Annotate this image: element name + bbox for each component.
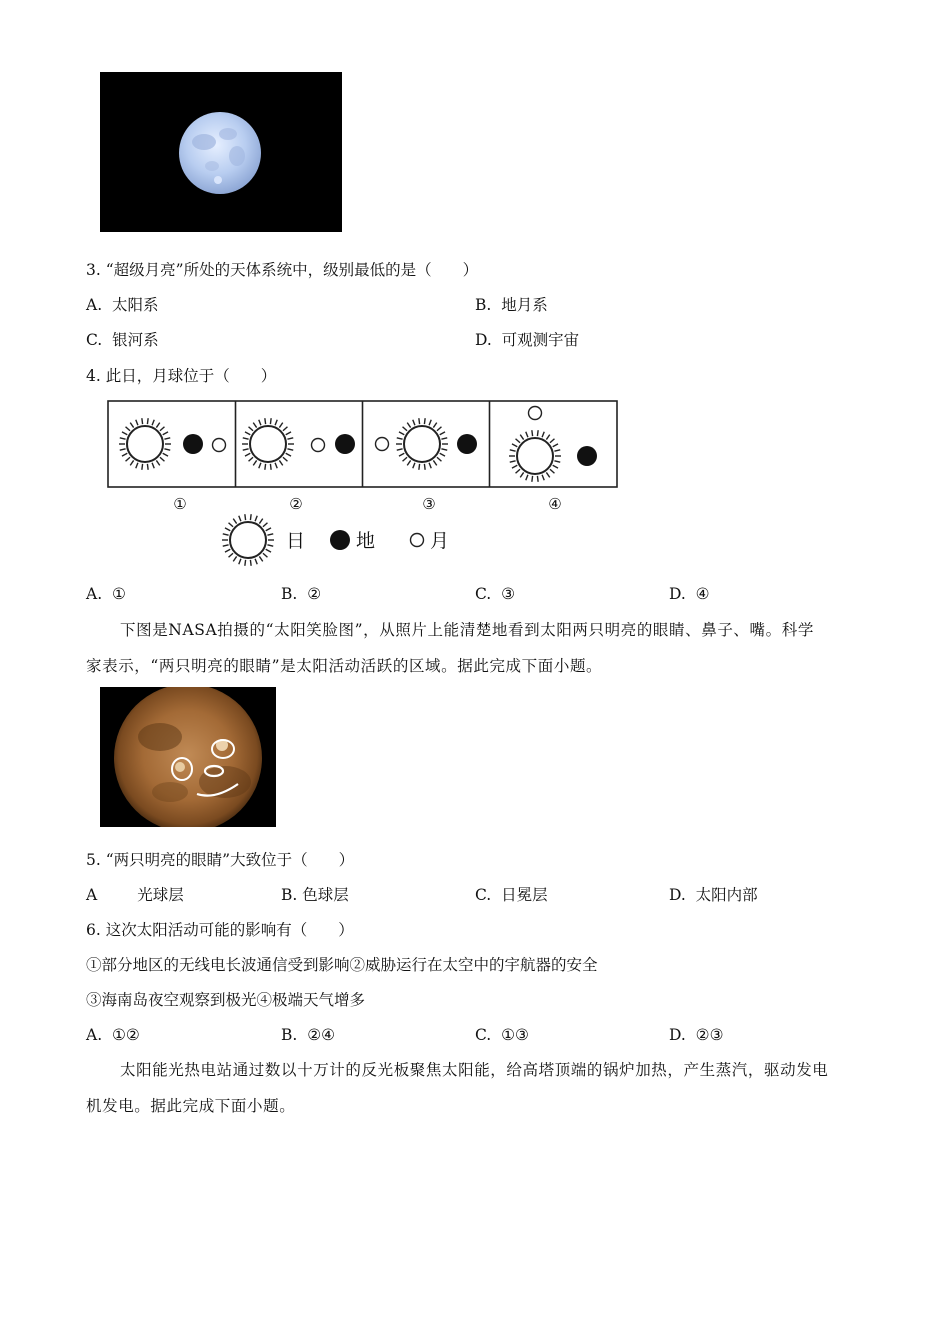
sun-icon [119, 418, 171, 470]
moon-photo [100, 72, 342, 232]
q3-stem: 3. “超级月亮”所处的天体系统中，级别最低的是（ ） [86, 261, 479, 279]
earth-icon [183, 434, 203, 454]
moon-icon [376, 438, 389, 451]
panel-number-2: ② [289, 495, 303, 513]
q4-option-b[interactable]: B. ② [281, 585, 322, 603]
q6-option-b[interactable]: B. ②④ [281, 1026, 335, 1044]
q5-stem: 5. “两只明亮的眼睛”大致位于（ ） [86, 851, 355, 869]
legend-moon-icon [411, 534, 424, 547]
passage2-line1: 太阳能光热电站通过数以十万计的反光板聚焦太阳能，给高塔顶端的锅炉加热，产生蒸汽，驱动发电 [120, 1061, 829, 1079]
passage1-line1: 下图是NASA拍摄的“太阳笑脸图”，从照片上能清楚地看到太阳两只明亮的眼睛、鼻子、嘴。科学 [120, 621, 814, 639]
earth-icon [335, 434, 355, 454]
legend-sun-label: 日 [286, 530, 306, 552]
moon-icon [213, 439, 226, 452]
q3-option-a[interactable]: A. 太阳系 [86, 296, 159, 314]
q6-option-c[interactable]: C. ①③ [475, 1026, 529, 1044]
legend-sun-icon [222, 514, 274, 566]
passage2-line2: 机发电。据此完成下面小题。 [86, 1097, 296, 1115]
q6-statement-2: ③海南岛夜空观察到极光④极端天气增多 [86, 991, 366, 1009]
moon-icon [529, 407, 542, 420]
legend-earth-icon [330, 530, 350, 550]
q4-option-d[interactable]: D. ④ [669, 585, 710, 603]
q5-option-d[interactable]: D. 太阳内部 [669, 886, 758, 904]
q5-option-a[interactable]: A 光球层 [86, 886, 184, 904]
sun-earth-moon-diagram [100, 395, 630, 575]
q5-option-c[interactable]: C. 日冕层 [475, 886, 548, 904]
q3-option-b[interactable]: B. 地月系 [475, 296, 548, 314]
earth-icon [577, 446, 597, 466]
moon-icon [312, 439, 325, 452]
q6-stem: 6. 这次太阳活动可能的影响有（ ） [86, 921, 354, 939]
q4-option-c[interactable]: C. ③ [475, 585, 515, 603]
q6-option-d[interactable]: D. ②③ [669, 1026, 724, 1044]
q3-option-d[interactable]: D. 可观测宇宙 [475, 331, 580, 349]
sun-icon [509, 430, 561, 482]
earth-icon [457, 434, 477, 454]
q4-option-a[interactable]: A. ① [86, 585, 126, 603]
panel-number-1: ① [173, 495, 187, 513]
sun-smiley-photo [100, 687, 276, 827]
q5-option-b[interactable]: B. 色球层 [281, 886, 349, 904]
q6-statement-1: ①部分地区的无线电长波通信受到影响②威胁运行在太空中的宇航器的安全 [86, 956, 598, 974]
sun-icon [396, 418, 448, 470]
panel-number-3: ③ [422, 495, 436, 513]
legend-earth-label: 地 [356, 530, 376, 552]
legend-moon-label: 月 [430, 530, 450, 552]
q6-option-a[interactable]: A. ①② [86, 1026, 140, 1044]
q3-option-c[interactable]: C. 银河系 [86, 331, 159, 349]
passage1-line2: 家表示，“两只明亮的眼睛”是太阳活动活跃的区域。据此完成下面小题。 [86, 657, 603, 675]
panel-number-4: ④ [548, 495, 562, 513]
q4-stem: 4. 此日，月球位于（ ） [86, 367, 277, 385]
sun-icon [242, 418, 294, 470]
